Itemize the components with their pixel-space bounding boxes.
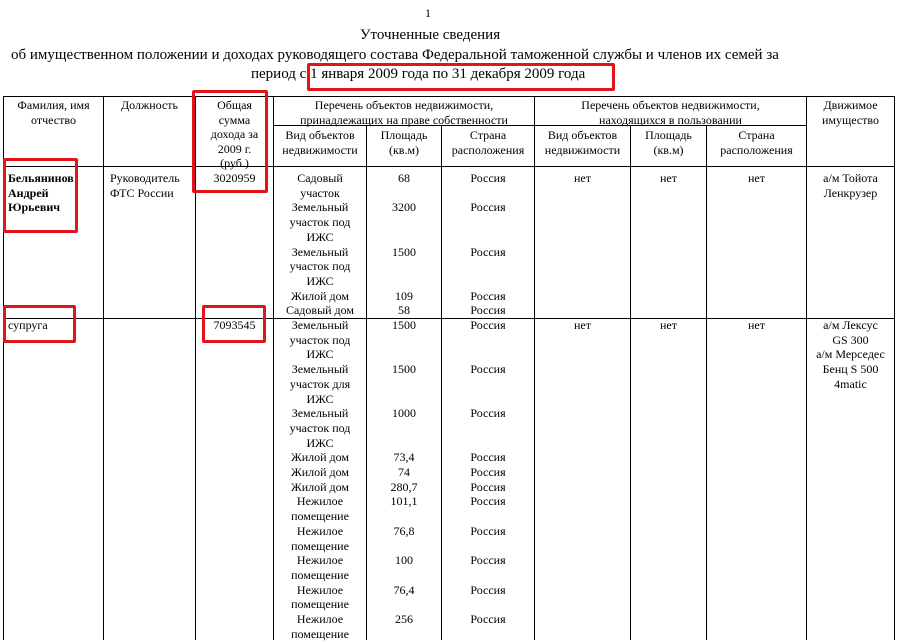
row1-owned-countries: Россия Россия Россия Россия Россия [470, 171, 506, 318]
row2-used-area: нет [660, 318, 677, 332]
highlight-name-box [3, 158, 78, 233]
highlight-period-box [307, 63, 615, 91]
row1-income: 3020959 [213, 171, 256, 185]
row2-owned-types: Земельный участок под ИЖС Земельный участок для ИЖС Земельный участок под ИЖС Жилой дом Жилой дом Жилой дом Нежилое помещение Нежилое помещение Нежилое помещение Нежилое помещение Нежилое помещение [289, 318, 351, 641]
row2-used-type: нет [574, 318, 591, 332]
highlight-income-header-box [192, 90, 268, 193]
title-line-1: Уточненные сведения [359, 27, 501, 43]
row2-owned-countries: Россия Россия Россия Россия Россия Россия Россия Россия Россия Россия Россия [470, 318, 506, 627]
subheader-owned-country: Страна расположения [451, 128, 525, 157]
subheader-owned-type: Вид объектов недвижимости [282, 128, 358, 157]
row2-used-country: нет [748, 318, 765, 332]
row1-owned-areas: 68 3200 1500 109 58 [392, 171, 416, 318]
header-name: Фамилия, имя отчество [17, 98, 90, 127]
row2-owned-areas: 1500 1500 1000 73,4 74 280,7 101,1 76,8 100 76,4 256 [390, 318, 418, 627]
row1-movable: а/м Тойота Ленкрузер [823, 171, 878, 200]
highlight-spouse-box [3, 305, 76, 343]
subheader-used-area: Площадь (кв.м) [645, 128, 692, 157]
subheader-used-country: Страна расположения [720, 128, 793, 157]
row2-name: супруга [8, 318, 48, 332]
row2-income: 7093545 [213, 318, 256, 332]
title-period: 1 января 2009 года по 31 декабря 2009 года [310, 66, 586, 82]
subheader-owned-area: Площадь (кв.м) [380, 128, 428, 157]
highlight-spouse-income-box [202, 305, 266, 343]
title-period-prefix: период с [251, 66, 307, 82]
row2-movable: а/м Лексус GS 300 а/м Мерседес Бенц S 500 4matic [816, 318, 885, 391]
header-used-group: Перечень объектов недвижимости, находящихся в пользовании [581, 98, 760, 127]
row1-position: Руководитель ФТС России [110, 171, 180, 200]
header-owned-group: Перечень объектов недвижимости, принадлежащих на праве собственности [300, 98, 508, 127]
header-income: Общая сумма дохода за 2009 г. (руб.) [210, 98, 259, 170]
row1-used-type: нет [574, 171, 591, 185]
row1-name: Бельянинов Андрей Юрьевич [8, 171, 74, 215]
header-position: Должность [120, 98, 179, 112]
page-number: 1 [425, 6, 431, 20]
row1-owned-types: Садовый участок Земельный участок под ИЖС Земельный участок под ИЖС Жилой дом Садовый дом [285, 171, 355, 318]
header-movable: Движимое имущество [821, 98, 880, 127]
subheader-used-type: Вид объектов недвижимости [544, 128, 621, 157]
row1-used-country: нет [748, 171, 765, 185]
title-line-2: об имущественном положении и доходах руководящего состава Федеральной таможенной службы и членов их семей за [11, 47, 779, 63]
row1-used-area: нет [660, 171, 677, 185]
